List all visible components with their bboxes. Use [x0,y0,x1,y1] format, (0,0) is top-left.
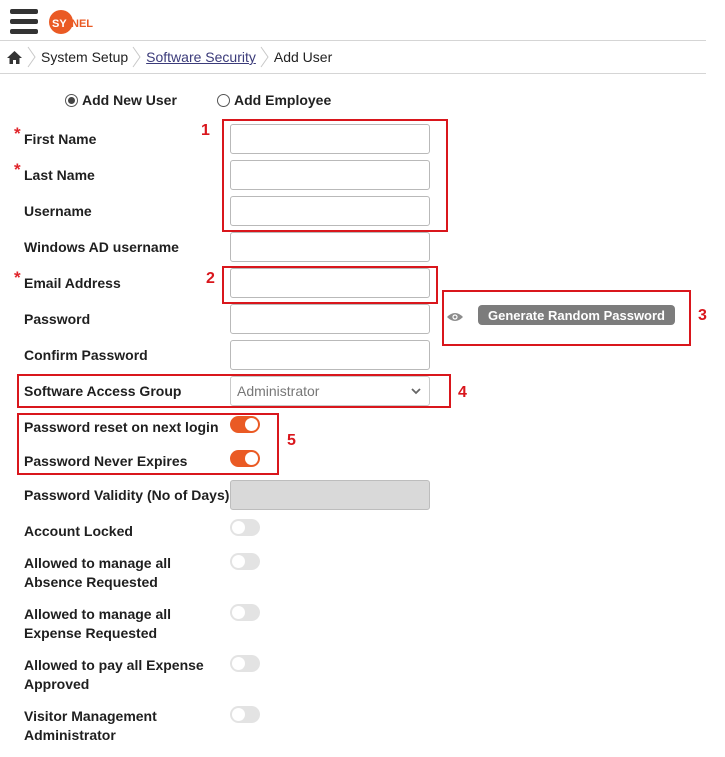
annotation-box-5 [17,413,279,475]
required-marker: * [14,124,21,143]
breadcrumb-label: System Setup [41,49,129,65]
pay-expense-label-line1: Allowed to pay all Expense [24,657,204,673]
expense-label [24,605,171,643]
absence-label-line2: Absence Requested [24,574,158,590]
breadcrumb-system-setup[interactable] [37,41,132,73]
absence-label-line1: Allowed to manage all [24,555,172,571]
annotation-box-3 [442,290,691,346]
visitor-label-line2: Administrator [24,727,116,743]
pw-validity-label: Password Validity (No of Days) [24,487,230,503]
breadcrumb-label: Add User [273,49,333,65]
svg-text:NEL: NEL [71,18,93,30]
menu-hamburger-icon[interactable] [10,9,38,35]
svg-text:SY: SY [52,18,67,30]
pay-expense-label-line2: Approved [24,676,90,692]
radio-label: Add Employee [234,92,332,108]
radio-button[interactable] [217,94,230,107]
pay-expense-toggle[interactable] [230,655,260,672]
visitor-admin-toggle[interactable] [230,706,260,723]
account-locked-toggle[interactable] [230,519,260,536]
annotation-number-5: 5 [287,432,296,449]
generate-random-password-button[interactable]: Generate Random Password [478,305,675,325]
annotation-number-1: 1 [201,122,210,139]
radio-add-new-user[interactable] [65,92,177,108]
breadcrumb [0,40,706,74]
radio-label: Add New User [82,92,177,108]
account-locked-label: Account Locked [24,523,133,539]
select-value: Administrator [237,383,320,399]
annotation-number-2: 2 [206,270,215,287]
radio-add-employee[interactable] [217,92,331,108]
synel-logo [47,8,95,36]
confirm-password-input[interactable] [230,340,430,370]
breadcrumb-software-security[interactable] [142,41,260,73]
visitor-label [24,707,157,745]
expense-label-line2: Expense Requested [24,625,158,641]
breadcrumb-home[interactable] [0,41,27,73]
access-group-label: Software Access Group [24,383,182,399]
windows-ad-input[interactable] [230,232,430,262]
expense-toggle[interactable] [230,604,260,621]
first-name-label: First Name [24,131,97,147]
breadcrumb-add-user [270,41,336,73]
pay-expense-label [24,656,204,694]
breadcrumb-separator [27,41,37,73]
pw-validity-input [230,480,430,510]
required-marker: * [14,268,21,287]
absence-toggle[interactable] [230,553,260,570]
password-label: Password [24,311,91,327]
visitor-label-line1: Visitor Management [24,708,157,724]
password-input[interactable] [230,304,430,334]
pw-never-expires-label: Password Never Expires [24,453,188,469]
breadcrumb-link[interactable]: Software Security [146,49,256,65]
pw-reset-label: Password reset on next login [24,419,219,435]
annotation-box-1 [222,119,448,232]
home-icon [6,50,23,65]
expense-label-line1: Allowed to manage all [24,606,172,622]
annotation-number-3: 3 [698,307,707,324]
absence-label [24,554,171,592]
annotation-number-4: 4 [458,384,467,401]
email-label: Email Address [24,275,121,291]
windows-ad-label: Windows AD username [24,239,179,255]
breadcrumb-separator [132,41,142,73]
last-name-label: Last Name [24,167,95,183]
username-label: Username [24,203,92,219]
annotation-box-2 [222,266,438,304]
confirm-password-label: Confirm Password [24,347,148,363]
breadcrumb-separator [260,41,270,73]
annotation-box-4 [17,374,451,408]
required-marker: * [14,160,21,179]
radio-button[interactable] [65,94,78,107]
